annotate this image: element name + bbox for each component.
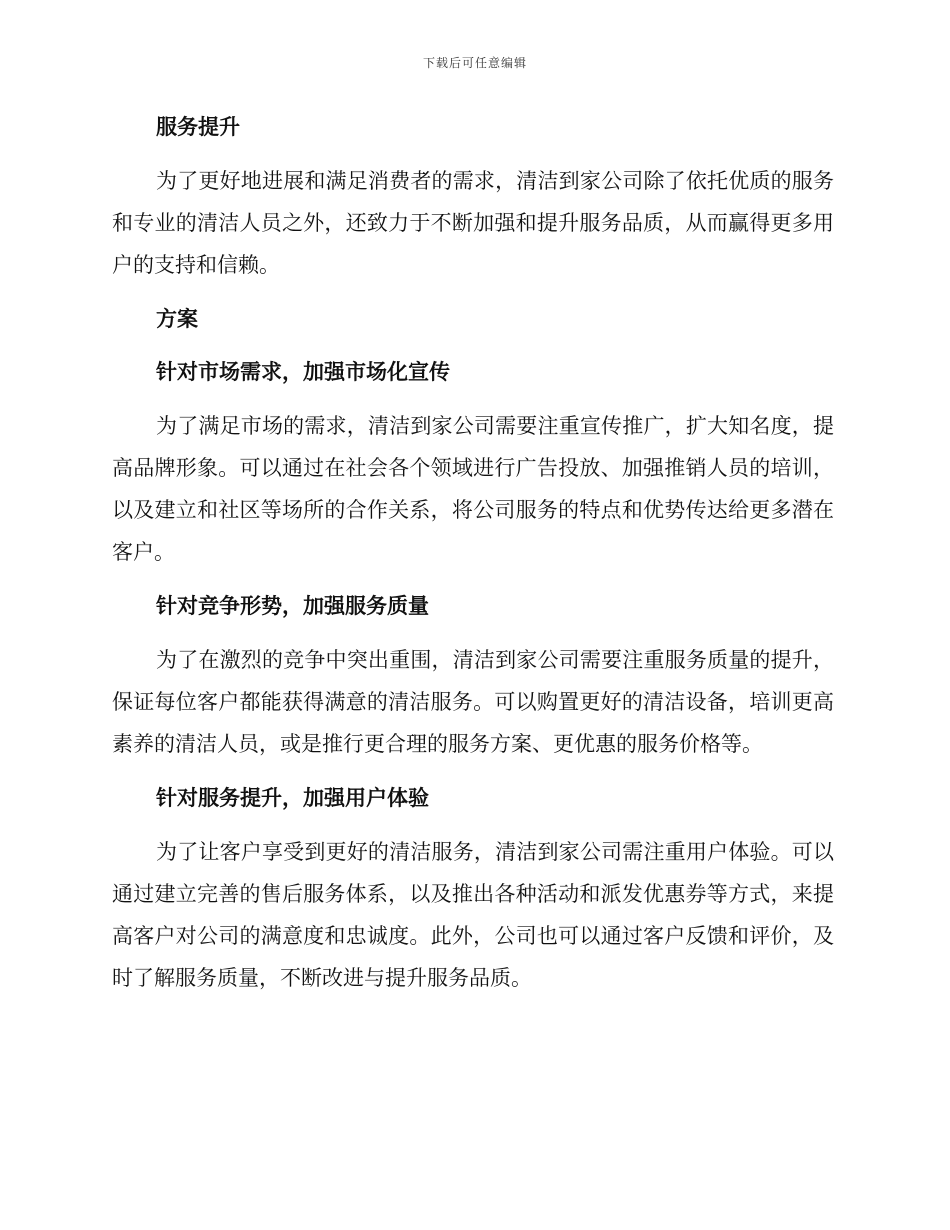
section-heading-market-promotion: 针对市场需求，加强市场化宣传 — [156, 359, 450, 384]
section-paragraph-service-quality: 为了在激烈的竞争中突出重围，清洁到家公司需要注重服务质量的提升，保证每位客户都能获得满意的清洁服务。可以购置更好的清洁设备，培训更高素养的清洁人员，或是推行更合理的服务方案、更优惠的服务价格等。 — [112, 648, 834, 756]
section-paragraph-market-promotion: 为了满足市场的需求，清洁到家公司需要注重宣传推广，扩大知名度，提高品牌形象。可以通过在社会各个领域进行广告投放、加强推销人员的培训，以及建立和社区等场所的合作关系，将公司服务的特点和优势传达给更多潜在客户。 — [112, 414, 834, 564]
section-paragraph-service-improvement: 为了更好地进展和满足消费者的需求，清洁到家公司除了依托优质的服务和专业的清洁人员之外，还致力于不断加强和提升服务品质，从而赢得更多用户的支持和信赖。 — [112, 169, 834, 277]
page-header: 下载后可任意编辑 — [422, 56, 527, 70]
section-heading-service-quality: 针对竞争形势，加强服务质量 — [156, 593, 429, 618]
section-paragraph-user-experience: 为了让客户享受到更好的清洁服务，清洁到家公司需注重用户体验。可以通过建立完善的售后服务体系，以及推出各种活动和派发优惠券等方式，来提高客户对公司的满意度和忠诚度。此外，公司也可以通过客户反馈和评价，及时了解服务质量，不断改进与提升服务品质。 — [112, 840, 834, 990]
document-body — [112, 107, 834, 1012]
section-heading-service-improvement: 服务提升 — [156, 114, 240, 139]
section-heading-user-experience: 针对服务提升，加强用户体验 — [156, 785, 429, 810]
section-heading-plan: 方案 — [156, 306, 198, 331]
